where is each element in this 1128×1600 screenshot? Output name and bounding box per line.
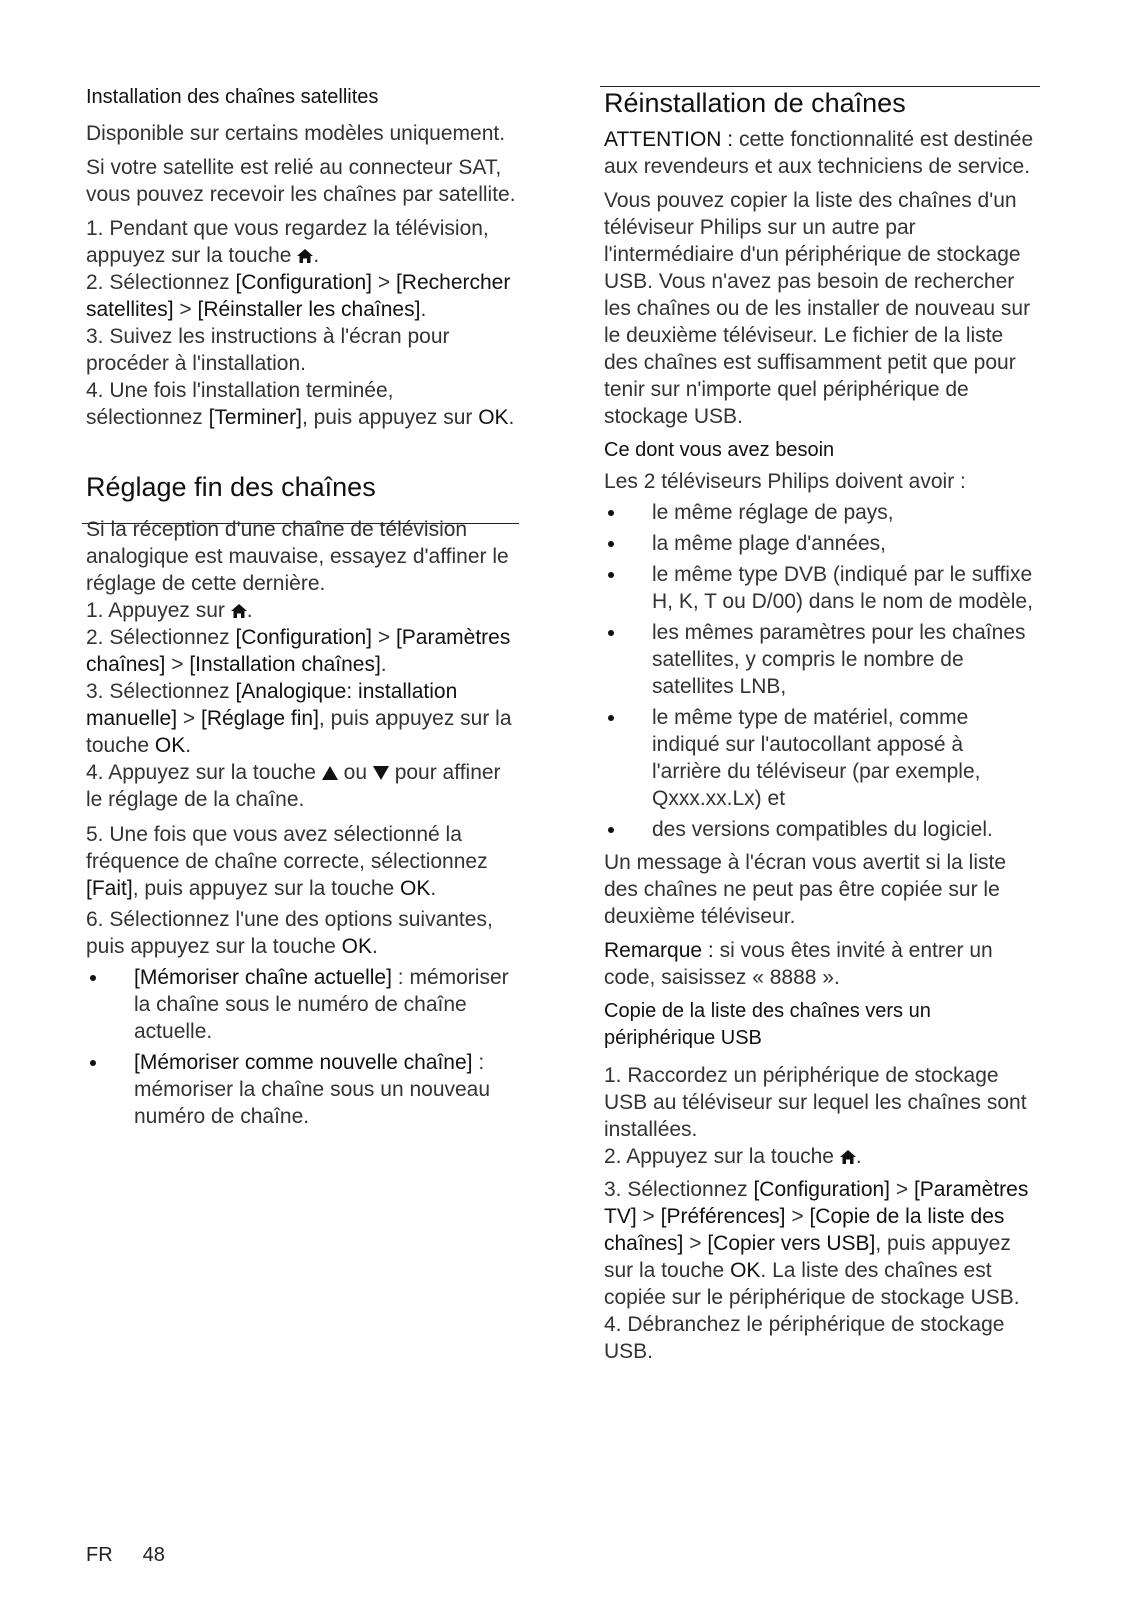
step-1: 1. Raccordez un périphérique de stockage USB au téléviseur sur lequel les chaînes sont installées. [604, 1064, 1027, 1141]
step-text: 5. Une fois que vous avez sélectionné la fréquence de chaîne correcte, sélectionnez [86, 823, 488, 873]
key-label: OK [400, 877, 431, 900]
options-list [86, 964, 516, 1130]
bullet-icon [608, 715, 614, 721]
step-6 [86, 906, 516, 960]
item-text: la même plage d'années, [652, 532, 886, 555]
step-2 [604, 1143, 1034, 1170]
menu-path: [Mémoriser chaîne actuelle] [134, 966, 392, 989]
step-text: . [380, 653, 387, 676]
menu-path: [Configuration] [235, 271, 373, 294]
list-item [604, 816, 1034, 843]
step-text: . La liste des chaînes est copiée sur le périphérique de stockage USB. [604, 1259, 1020, 1309]
paragraph: Disponible sur certains modèles uniquement. [86, 122, 506, 145]
home-icon [231, 604, 247, 618]
item-text: les mêmes paramètres pour les chaînes satellites, y compris le nombre de satellites LNB, [652, 621, 1026, 698]
home-icon [840, 1150, 856, 1164]
step-text: 6. Sélectionnez l'une des options suivantes, puis appuyez sur la touche [86, 908, 493, 958]
paragraph: Un message à l'écran vous avertit si la liste des chaînes ne peut pas être copiée sur le deuxième téléviseur. [604, 851, 1007, 928]
paragraph-text: cette fonctionnalité est destinée aux revendeurs et aux techniciens de service. [604, 128, 1034, 178]
list-item [86, 964, 516, 1045]
step-text: 1. Appuyez sur [86, 599, 231, 622]
menu-path: [Copier vers USB] [707, 1232, 876, 1255]
attention-label: ATTENTION : [604, 128, 739, 151]
step-text: , puis appuyez sur [301, 406, 479, 429]
paragraph: Les 2 téléviseurs Philips doivent avoir : [604, 470, 966, 493]
separator: > [372, 271, 396, 294]
paragraph-text: si vous êtes invité à entrer un code, saisissez « 8888 ». [604, 939, 993, 989]
step-1 [86, 597, 516, 624]
list-item [604, 561, 1034, 615]
bullet-icon [608, 572, 614, 578]
separator: > [890, 1178, 914, 1201]
bullet-icon [608, 541, 614, 547]
menu-path: [Paramètres TV] [604, 1178, 1029, 1228]
step-text: 4. Une fois l'installation terminée, sélectionnez [86, 379, 394, 429]
bullet-icon [90, 1060, 96, 1066]
separator: > [173, 298, 198, 321]
separator: > [177, 707, 201, 730]
step-text: 3. Sélectionnez [604, 1178, 754, 1201]
bullet-icon [90, 975, 96, 981]
step-text: 4. Appuyez sur la touche [86, 761, 322, 784]
step-text: 1. Pendant que vous regardez la télévision, appuyez sur la touche [86, 217, 489, 267]
list-item [604, 530, 1034, 557]
separator: > [372, 626, 396, 649]
language-code: FR [86, 1544, 113, 1566]
paragraph: Si votre satellite est relié au connecteur SAT, vous pouvez recevoir les chaînes par satellite. [86, 156, 516, 206]
note-label: Remarque : [604, 939, 720, 962]
step-text: , puis appuyez sur la touche [132, 877, 401, 900]
step-4 [86, 377, 516, 431]
requirements-list [604, 499, 1034, 843]
step-text: , puis appuyez sur la touche [86, 707, 512, 757]
item-text: des versions compatibles du logiciel. [652, 818, 993, 841]
page-footer [86, 1544, 165, 1567]
step-text: . [420, 298, 427, 321]
bullet-icon [608, 827, 614, 833]
step-5 [86, 821, 516, 902]
key-label: OK [478, 406, 509, 429]
menu-path: [Mémoriser comme nouvelle chaîne] [134, 1051, 473, 1074]
home-icon [297, 249, 313, 263]
item-text: le même réglage de pays, [652, 501, 894, 524]
menu-path: [Fait] [86, 877, 133, 900]
menu-path: [Copie de la liste des chaînes] [604, 1205, 1005, 1255]
list-item [86, 1049, 516, 1130]
item-text: : mémoriser la chaîne sous le numéro de chaîne actuelle. [134, 966, 509, 1043]
attention-paragraph [604, 126, 1034, 180]
step-text: . [372, 935, 378, 958]
key-label: OK [730, 1259, 761, 1282]
menu-path: [Réglage fin] [201, 707, 319, 730]
step-text: ou [337, 761, 373, 784]
menu-path: [Rechercher satellites] [86, 271, 511, 321]
key-label: OK [154, 734, 186, 757]
step-text: . [313, 244, 320, 267]
step-text: 2. Sélectionnez [86, 626, 236, 649]
paragraph: Si la réception d'une chaîne de télévision analogique est mauvaise, essayez d'affiner le réglage de cette dernière. [86, 518, 509, 595]
step-text: , puis appuyez sur la touche [604, 1232, 1011, 1282]
section-heading-fine-tuning: Réglage fin des chaînes [86, 472, 376, 502]
step-1 [86, 215, 516, 269]
separator: > [785, 1205, 810, 1228]
arrow-down-icon [373, 766, 389, 780]
menu-path: [Terminer] [208, 406, 302, 429]
bullet-icon [608, 510, 614, 516]
menu-path: [Réinstaller les chaînes] [197, 298, 421, 321]
menu-path: [Configuration] [753, 1178, 891, 1201]
step-text: 3. Sélectionnez [86, 680, 236, 703]
left-column [86, 84, 516, 1136]
step-3 [604, 1176, 1034, 1311]
step-text: . [855, 1145, 862, 1168]
step-text: . [430, 877, 437, 900]
separator: > [683, 1232, 708, 1255]
paragraph: Vous pouvez copier la liste des chaînes d'un téléviseur Philips sur un autre par l'intermédiaire d'un périphérique de stockage USB. Vous n'avez pas besoin de rechercher les chaînes ou de les installer de nouveau sur le deuxième téléviseur. Le fichier de la liste des chaînes est suffisamment petit que pour tenir sur n'importe quel périphérique de stockage USB. [604, 189, 1031, 428]
menu-path: [Préférences] [660, 1205, 786, 1228]
arrow-up-icon [322, 766, 338, 780]
bullet-icon [608, 630, 614, 636]
step-text: . [246, 599, 253, 622]
separator: > [165, 653, 190, 676]
list-item [604, 619, 1034, 700]
step-2 [86, 624, 516, 678]
subheading-requirements: Ce dont vous avez besoin [604, 439, 835, 461]
step-2 [86, 269, 516, 323]
separator: > [636, 1205, 661, 1228]
note-paragraph [604, 937, 1034, 991]
step-4: 4. Débranchez le périphérique de stockage USB. [604, 1313, 1005, 1363]
menu-path: [Paramètres chaînes] [86, 626, 511, 676]
section-heading-satellite: Installation des chaînes satellites [86, 86, 379, 108]
menu-path: [Installation chaînes] [189, 653, 381, 676]
list-item [604, 499, 1034, 526]
item-text: le même type DVB (indiqué par le suffixe H, K, T ou D/00) dans le nom de modèle, [652, 563, 1033, 613]
step-text: . [508, 406, 515, 429]
subheading-copy-usb: Copie de la liste des chaînes vers un périphérique USB [604, 1000, 931, 1049]
page-number: 48 [142, 1544, 165, 1566]
section-heading-reinstall: Réinstallation de chaînes [604, 88, 906, 118]
step-3: 3. Suivez les instructions à l'écran pour procéder à l'installation. [86, 325, 450, 375]
step-3 [86, 678, 516, 759]
menu-path: [Configuration] [235, 626, 373, 649]
step-text: pour affiner le réglage de la chaîne. [86, 761, 501, 811]
step-text: 2. Appuyez sur la touche [604, 1145, 840, 1168]
step-text: 2. Sélectionnez [86, 271, 236, 294]
right-column [604, 84, 1034, 1365]
item-text: : mémoriser la chaîne sous un nouveau numéro de chaîne. [134, 1051, 491, 1128]
menu-path: [Analogique: installation manuelle] [86, 680, 458, 730]
step-text: . [185, 734, 192, 757]
key-label: OK [341, 935, 373, 958]
step-4 [86, 759, 516, 813]
list-item [604, 704, 1034, 812]
item-text: le même type de matériel, comme indiqué sur l'autocollant apposé à l'arrière du téléviseur (par exemple, Qxxx.xx.Lx) et [652, 706, 981, 810]
